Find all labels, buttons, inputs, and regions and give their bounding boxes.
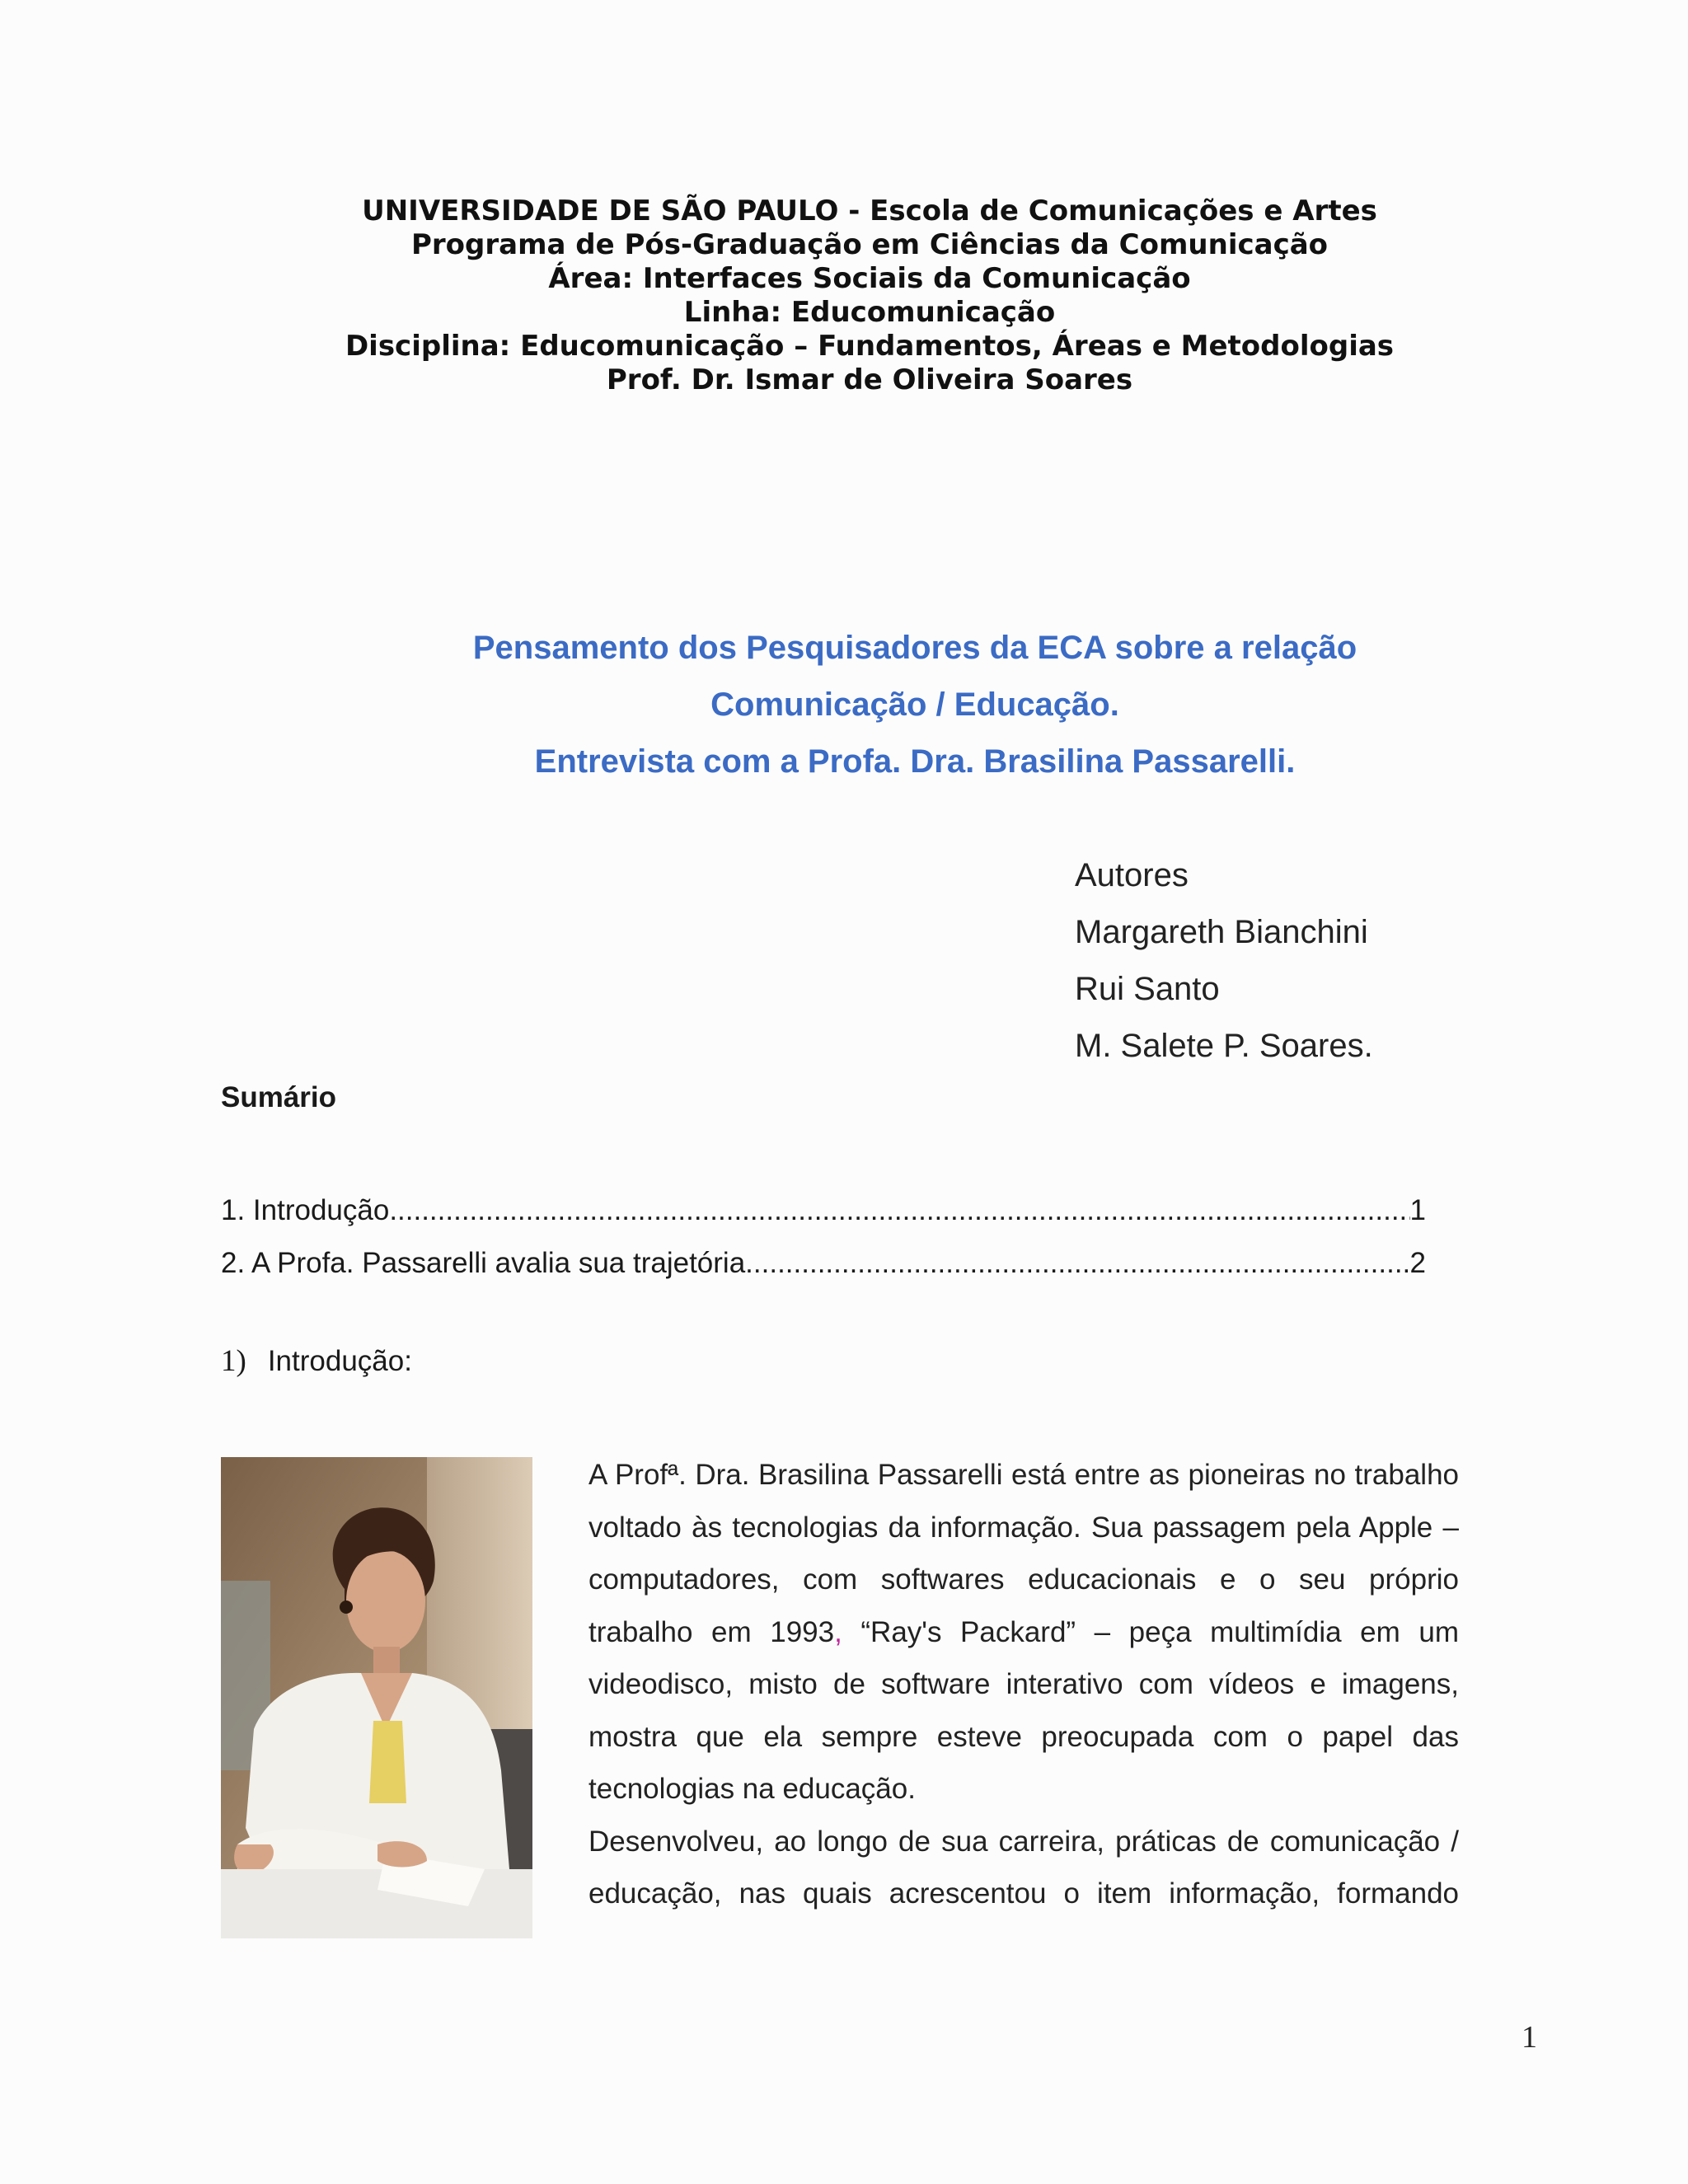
author-name: M. Salete P. Soares. bbox=[1075, 1028, 1373, 1064]
header-line-program: Programa de Pós-Graduação em Ciências da Comunicação bbox=[410, 228, 1329, 261]
title-line-1: Pensamento dos Pesquisadores da ECA sobre a relação bbox=[472, 630, 1357, 666]
highlighted-comma: , bbox=[834, 1615, 842, 1648]
section-title: Introdução: bbox=[267, 1345, 412, 1377]
header-line-discipline: Disciplina: Educomunicação – Fundamentos, Áreas e Metodologias bbox=[345, 330, 1395, 363]
table-of-contents bbox=[221, 1184, 1426, 1290]
toc-item-label: 2. A Profa. Passarelli avalia sua trajetória bbox=[221, 1247, 746, 1279]
authors-block bbox=[1075, 847, 1373, 1075]
toc-leader-dots bbox=[745, 1237, 1409, 1290]
page-number: 1 bbox=[1522, 2020, 1537, 2055]
portrait-photo bbox=[221, 1457, 532, 1938]
document-title bbox=[223, 620, 1607, 790]
header-line-area: Área: Interfaces Sociais da Comunicação bbox=[548, 262, 1191, 295]
author-name: Rui Santo bbox=[1075, 971, 1220, 1007]
title-line-2: Comunicação / Educação. bbox=[710, 687, 1119, 723]
authors-label: Autores bbox=[1075, 857, 1189, 893]
toc-leader-dots bbox=[389, 1184, 1409, 1237]
paragraph bbox=[588, 1449, 1459, 1816]
author-name: Margareth Bianchini bbox=[1075, 914, 1368, 950]
introduction-text bbox=[588, 1449, 1459, 1920]
summary-title: Sumário bbox=[221, 1081, 337, 1113]
section-number: 1) bbox=[221, 1344, 246, 1378]
header-line-professor: Prof. Dr. Ismar de Oliveira Soares bbox=[606, 363, 1133, 396]
paragraph-text: A Profª. Dra. Brasilina Passarelli está entre as pioneiras no trabalho voltado às tecnologias da informação. Sua passagem pela Apple – computadores, com softwares educacionais e o seu próprio trabalho em 1993 bbox=[588, 1459, 1459, 1648]
header-line-research-line: Linha: Educomunicação bbox=[683, 296, 1056, 329]
toc-item[interactable] bbox=[221, 1184, 1426, 1237]
toc-item-label: 1. Introdução bbox=[221, 1194, 390, 1226]
paragraph-text: “Ray's Packard” – peça multimídia em um videodisco, misto de software interativo com vídeos e imagens, mostra que ela sempre esteve preocupada com o papel das tecnologias na educação. bbox=[588, 1615, 1459, 1805]
section-heading bbox=[221, 1343, 412, 1380]
institution-header bbox=[0, 194, 1688, 397]
header-line-university: UNIVERSIDADE DE SÃO PAULO - Escola de Comunicações e Artes bbox=[362, 194, 1377, 227]
toc-item-page: 1 bbox=[1409, 1194, 1426, 1226]
toc-item-page: 2 bbox=[1409, 1247, 1426, 1279]
toc-item[interactable] bbox=[221, 1237, 1426, 1290]
title-line-3: Entrevista com a Profa. Dra. Brasilina Passarelli. bbox=[534, 743, 1296, 780]
paragraph: Desenvolveu, ao longo de sua carreira, práticas de comunicação / educação, nas quais acrescentou o item informação, formando bbox=[588, 1825, 1459, 1910]
